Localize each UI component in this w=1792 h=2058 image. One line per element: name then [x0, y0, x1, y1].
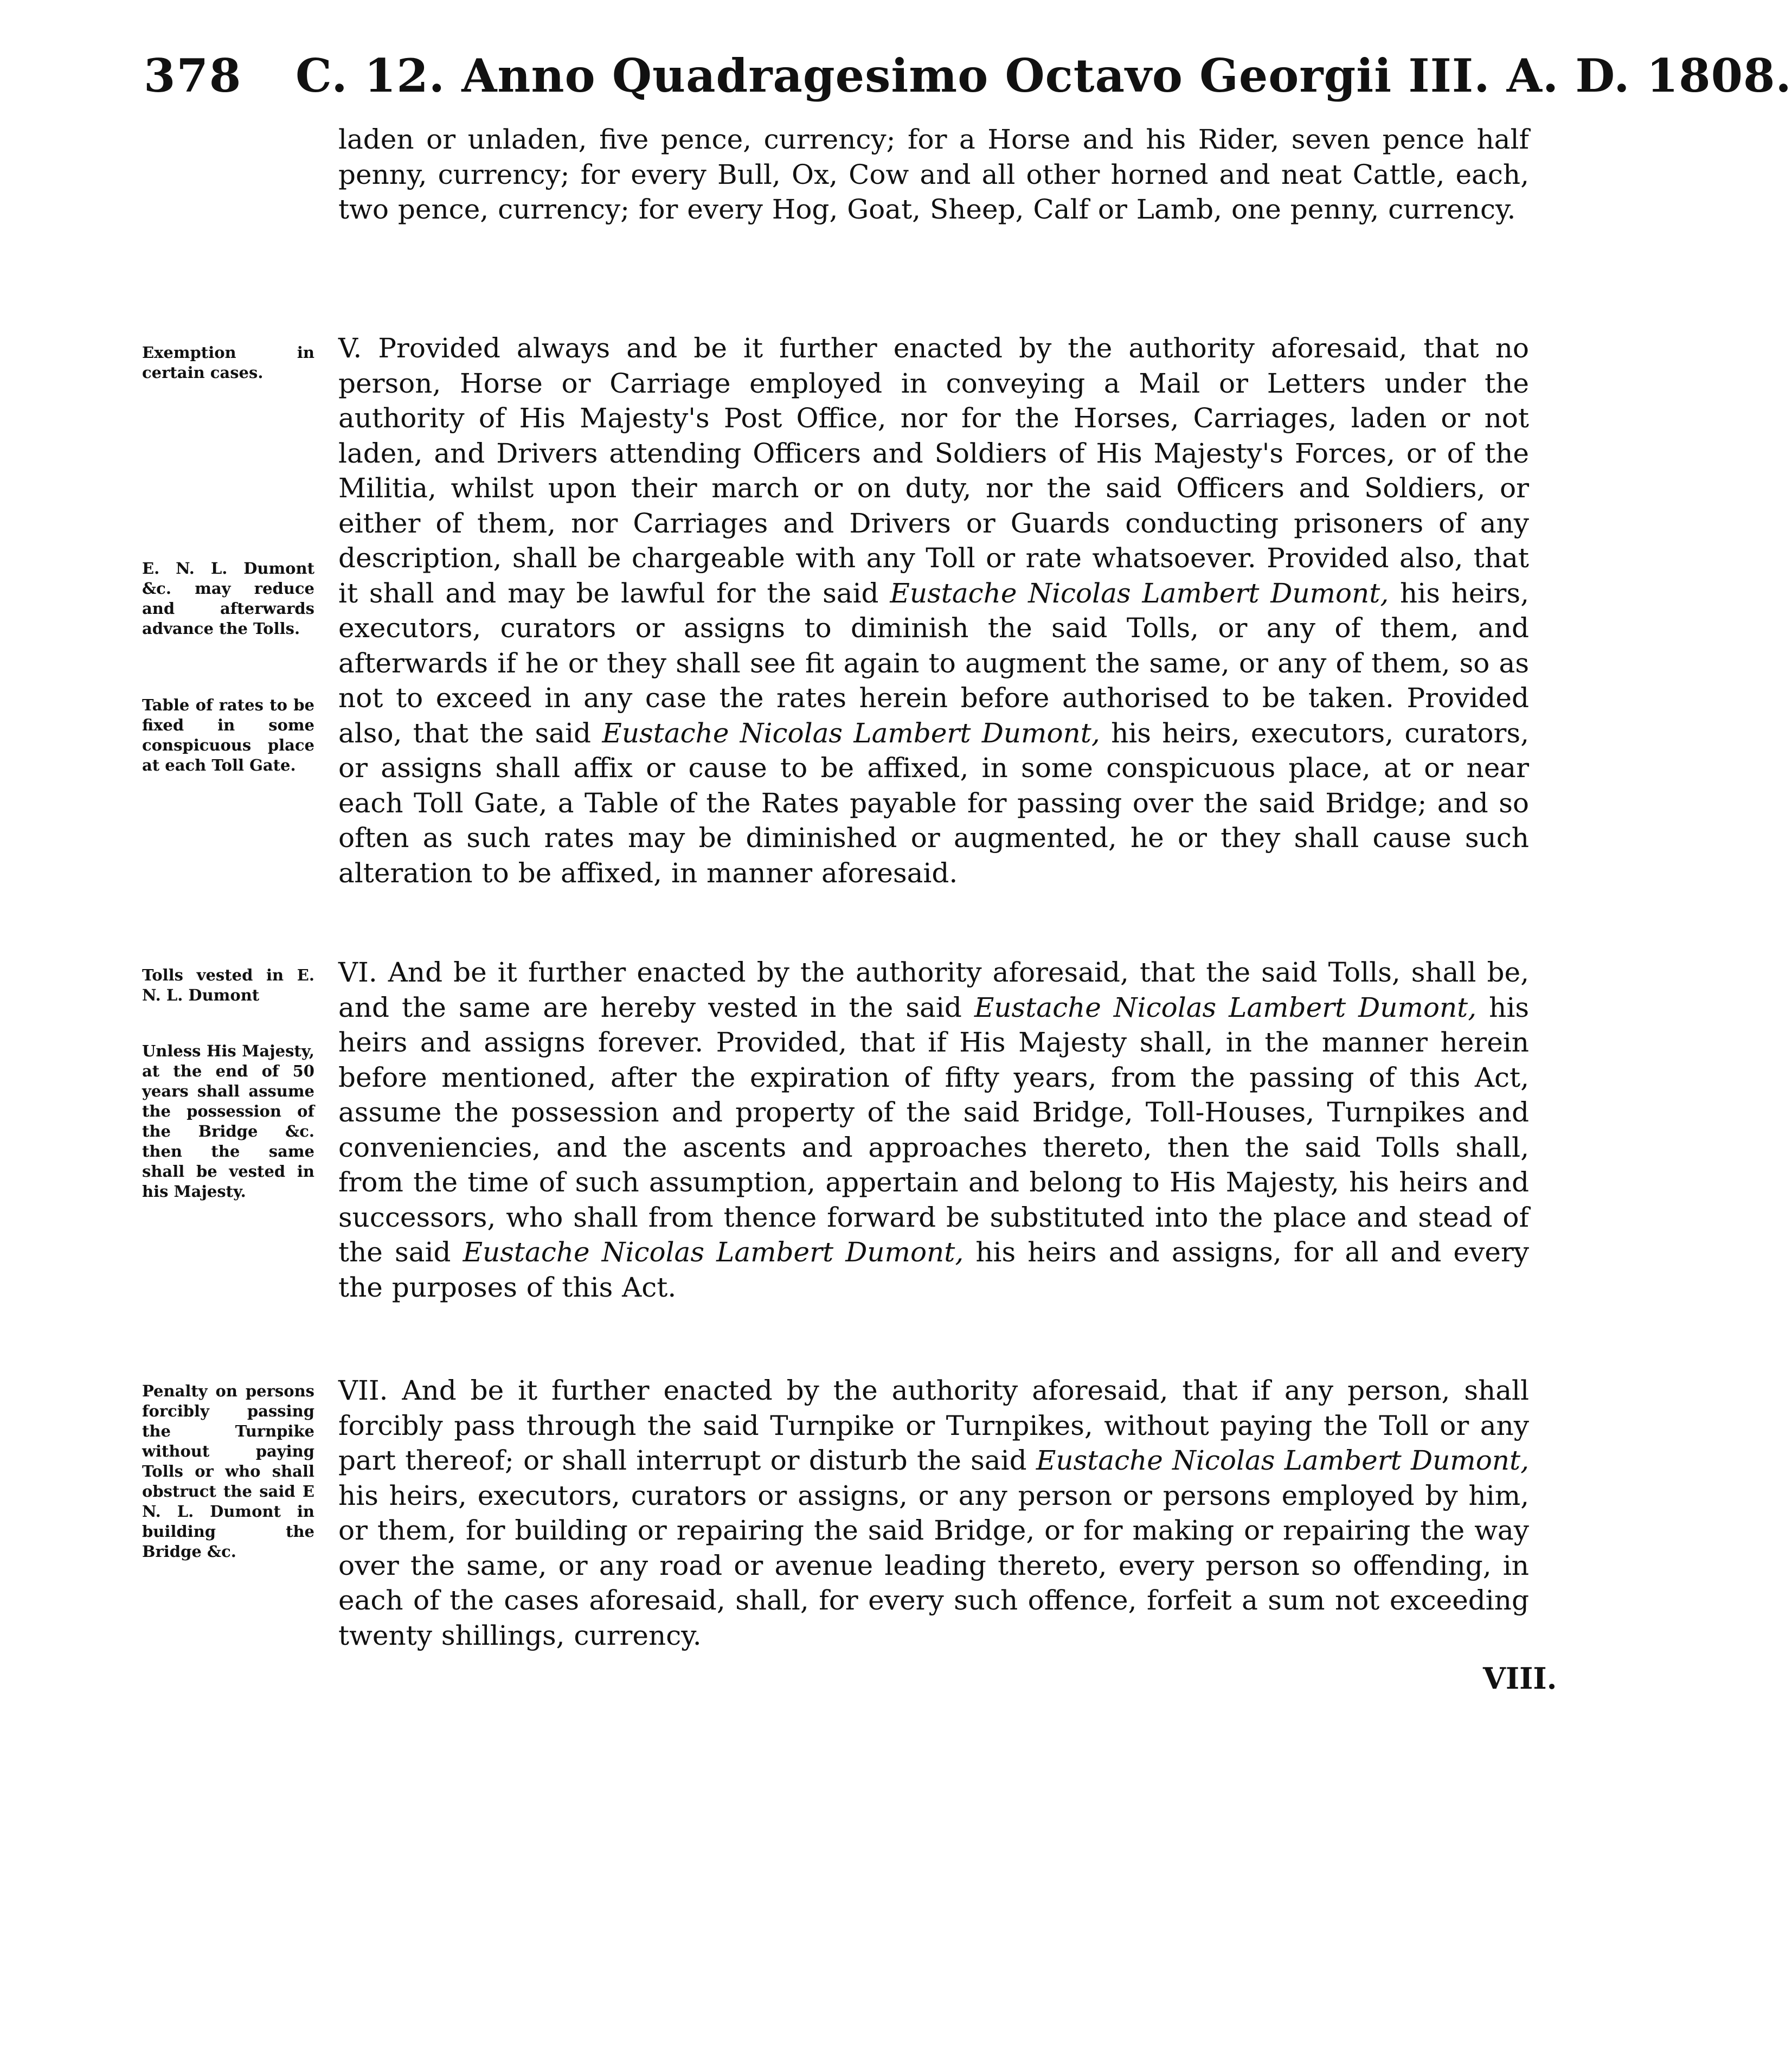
person-name: Eustache Nicolas Lambert Dumont, [974, 991, 1477, 1023]
catchword: VIII. [1483, 1661, 1557, 1696]
running-title: C. 12. Anno Quadragesimo Octavo Georgii III. A. D. 1808. [296, 49, 1792, 102]
person-name: Eustache Nicolas Lambert Dumont, [602, 717, 1100, 749]
section-vi-paragraph: VI. And be it further enacted by the authority aforesaid, that the said Tolls, shall be, and the same are hereby vested in the said Eustache Nicolas Lambert Dumont, his heirs and assigns forever. Provided, that if His Majesty shall, in the manner herein before mentioned, after the expiration of fifty years, from the passing of this Act, assume the possession and property of the said Bridge, Toll-Houses, Turnpikes and conveniencies, and the ascents and approaches thereto, then the said Tolls shall, from the time of such assumption, appertain and belong to His Majesty, his heirs and successors, who shall from thence forward be substituted into the place and stead of the said Eustache Nicolas Lambert Dumont, his heirs and assigns, for all and every the purposes of this Act. [338, 957, 1530, 1303]
sidenote-table-of-rates: Table of rates to be fixed in some conspicuous place at each Toll Gate. [142, 696, 314, 774]
page-number: 378 [144, 49, 242, 102]
continuation-paragraph: laden or unladen, five pence, currency; for a Horse and his Rider, seven pence half penny, currency; for every Bull, Ox, Cow and all other horned and neat Cattle, each, two pence, currency; for every Hog, Goat, Sheep, Calf or Lamb, one penny, currency. [338, 124, 1529, 225]
sidenote-tolls-vested: Tolls vested in E. N. L. Dumont [142, 966, 314, 1004]
sidenote-reduce-tolls: E. N. L. Dumont &c. may reduce and afterwards advance the Tolls. [142, 559, 314, 638]
page-header [144, 49, 1792, 114]
person-name: Eustache Nicolas Lambert Dumont, [890, 577, 1389, 609]
sidenote-majesty-assumption: Unless His Majesty, at the end of 50 years shall assume the possession of the Bridge &c. then the same shall be vested in his Majesty. [142, 1042, 314, 1201]
section-vii-paragraph: VII. And be it further enacted by the authority aforesaid, that if any person, shall forcibly pass through the said Turnpike or Turnpikes, without paying the Toll or any part thereof; or shall interrupt or disturb the said Eustache Nicolas Lambert Dumont, his heirs, executors, curators or assigns, or any person or persons employed by him, or them, for building or repairing the said Bridge, or for making or repairing the way over the same, or any road or avenue leading thereto, every person so offending, in each of the cases aforesaid, shall, for every such offence, forfeit a sum not exceeding twenty shillings, currency. [338, 1375, 1529, 1651]
person-name: Eustache Nicolas Lambert Dumont, [1036, 1445, 1529, 1476]
person-name: Eustache Nicolas Lambert Dumont, [463, 1236, 964, 1268]
section-v-paragraph: V. Provided always and be it further enacted by the authority aforesaid, that no person, Horse or Carriage employed in conveying a Mail or Letters under the authority of His Majesty's Post Office, nor for the Horses, Carriages, laden or not laden, and Drivers attending Officers and Soldiers of His Majesty's Forces, or of the Militia, whilst upon their march or on duty, nor the said Officers and Soldiers, or either of them, nor Carriages and Drivers or Guards conducting prisoners of any description, shall be chargeable with any Toll or rate whatsoever. Provided also, that it shall and may be lawful for the said Eustache Nicolas Lambert Dumont, his heirs, executors, curators or assigns to diminish the said Tolls, or any of them, and afterwards if he or they shall see fit again to augment the same, or any of them, so as not to exceed in any case the rates herein before authorised to be taken. Provided also, that the said Eustache Nicolas Lambert Dumont, his heirs, executors, curators, or assigns shall affix or cause to be affixed, in some conspicuous place, at or near each Toll Gate, a Table of the Rates payable for passing over the said Bridge; and so often as such rates may be diminished or augmented, he or they shall cause such alteration to be affixed, in manner aforesaid. [338, 332, 1529, 889]
sidenote-exemption: Exemption in certain cases. [142, 343, 314, 382]
sidenote-penalty: Penalty on persons forcibly passing the Turnpike without paying Tolls or who shall obstruct the said E N. L. Dumont in building the Bridge &c. [142, 1382, 314, 1561]
